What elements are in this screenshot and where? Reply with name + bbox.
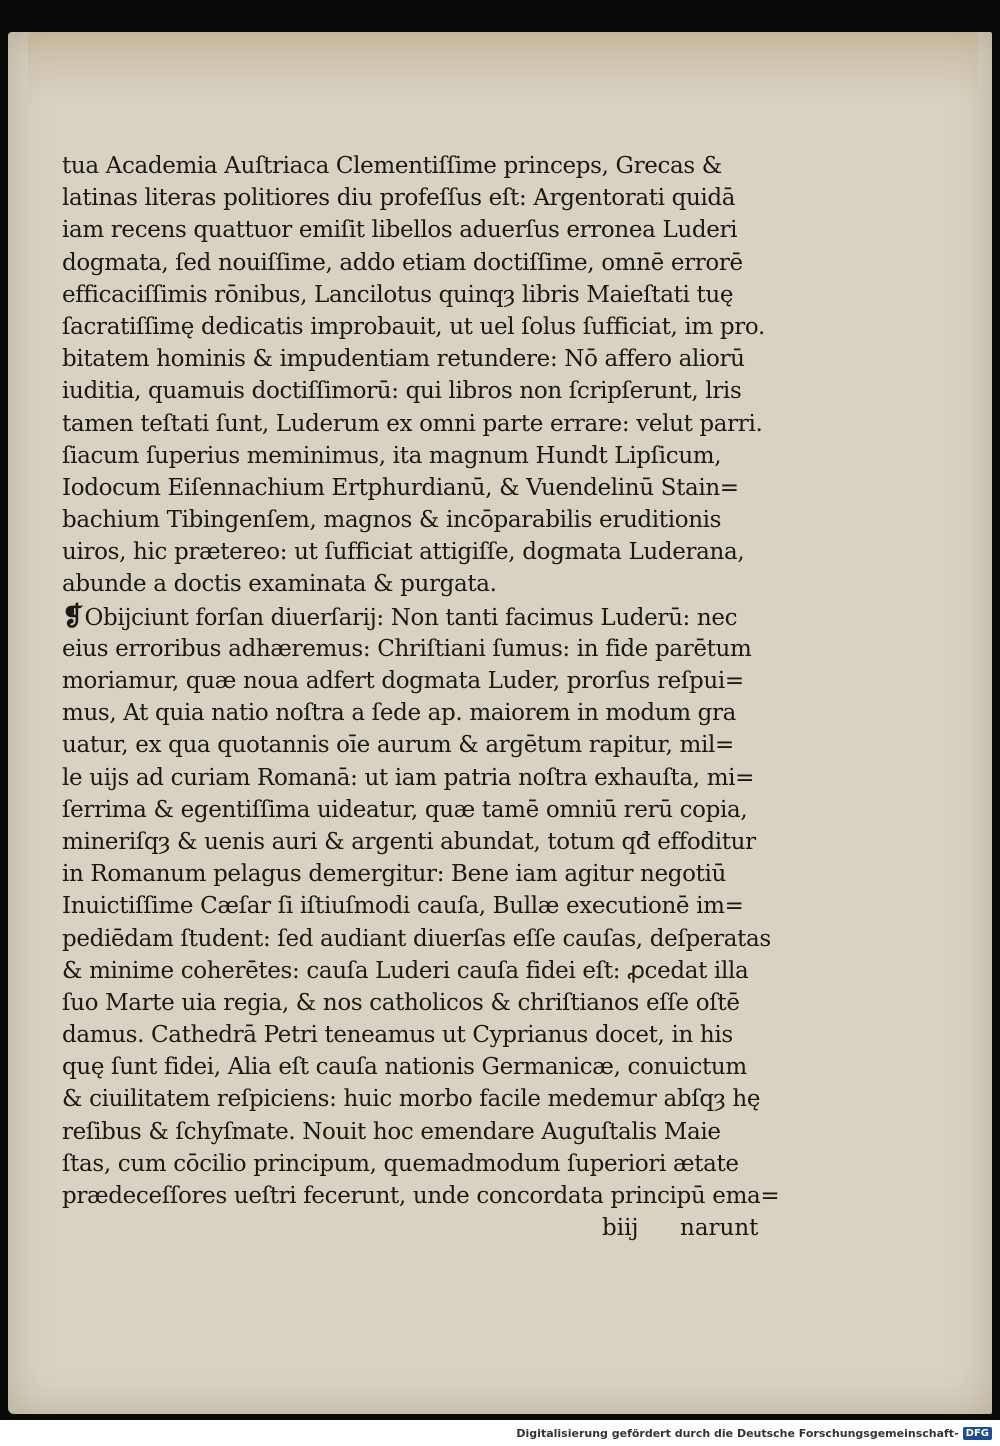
text-line: prædeceſſores ueſtri fecerunt, unde concordata principū ema= — [62, 1183, 780, 1209]
book-page — [8, 32, 992, 1414]
footer-bar — [0, 1420, 1000, 1446]
paragraph-mark-icon: ❡ — [62, 601, 84, 632]
text-line: in Romanum pelagus demergitur: Bene iam agitur negotiū — [62, 861, 727, 888]
paragraph-start-line — [62, 601, 804, 633]
text-line: quę ſunt fidei, Alia eſt cauſa nationis Germanicæ, conuictum — [62, 1054, 747, 1081]
text-line: mineriſqȝ & uenis auri & argenti abundat, totum qđ effoditur — [62, 828, 756, 855]
signature-row — [62, 1212, 804, 1244]
text-line: mus, At quia natio noſtra a ſede ap. maiorem in modum gra — [62, 700, 737, 727]
text-line: latinas literas politiores diu profeſſus eſt: Argentorati quidā — [62, 185, 736, 212]
text-line: abunde a doctis examinata & purgata. — [62, 571, 497, 598]
text-line: bitatem hominis & impudentiam retundere: Nō affero aliorū — [62, 346, 745, 373]
text-line: dogmata, ſed nouiſſime, addo etiam doctiſſime, omnē errorē — [62, 249, 743, 276]
text-line: uatur, ex qua quotannis oīe aurum & argētum rapitur, mil= — [62, 732, 734, 759]
text-line: ſacratiſſimę dedicatis improbauit, ut uel ſolus ſufficiat, im pro. — [62, 313, 765, 340]
text-line: ſiacum ſuperius meminimus, ita magnum Hundt Lipſicum, — [62, 442, 722, 469]
page-stain — [28, 32, 978, 102]
catchword: narunt — [680, 1215, 759, 1242]
text-line: Iodocum Eiſennachium Ertphurdianū, & Vuendelinū Stain= — [62, 474, 739, 501]
text-line: & ciuilitatem reſpiciens: huic morbo facile medemur abſqȝ hę — [62, 1086, 761, 1113]
text-line: iam recens quattuor emiſit libellos aduerſus erronea Luderi — [62, 217, 738, 244]
text-line: eius erroribus adhæremus: Chriſtiani ſumus: in fide parētum — [62, 635, 752, 662]
text-line: ſerrima & egentiſſima uideatur, quæ tamē omniū rerū copia, — [62, 796, 748, 823]
dfg-logo-icon: DFG — [963, 1427, 992, 1440]
text-line: pediēdam ſtudent: ſed audiant diuerſas eſſe cauſas, deſperatas — [62, 925, 771, 952]
text-line: le uijs ad curiam Romanā: ut iam patria noſtra exhauſta, mi= — [62, 764, 755, 791]
text-line: tua Academia Auſtriaca Clementiſſime princeps, Grecas & — [62, 153, 722, 179]
text-line: Obijciunt forſan diuerſarij: Non tanti facimus Luderū: nec — [84, 604, 738, 631]
text-line: ſtas, cum cōcilio principum, quemadmodum ſuperiori ætate — [62, 1150, 739, 1177]
text-line: damus. Cathedrā Petri teneamus ut Cyprianus docet, in his — [62, 1022, 733, 1049]
text-line: moriamur, quæ noua adfert dogmata Luder, prorſus reſpui= — [62, 668, 744, 694]
footer-credit: Digitalisierung gefördert durch die Deutsche Forschungsgemeinschaft — [516, 1426, 955, 1440]
text-line: Inuictiſſime Cæſar ſi iſtiuſmodi cauſa, Bullæ executionē im= — [62, 893, 744, 920]
signature-mark: biij — [602, 1215, 639, 1242]
text-line: tamen teſtati ſunt, Luderum ex omni parte errare: velut parri. — [62, 410, 763, 437]
text-line: efficaciſſimis rōnibus, Lancilotus quinqȝ libris Maieſtati tuę — [62, 281, 734, 308]
text-line: reſibus & ſchyſmate. Nouit hoc emendare Auguſtalis Maie — [62, 1118, 721, 1145]
footer-separator: - — [954, 1426, 959, 1440]
text-line: iuditia, quamuis doctiſſimorū: qui libros non ſcripſerunt, lris — [62, 378, 742, 405]
text-block — [62, 150, 804, 1244]
text-line: & minime coherētes: cauſa Luderi cauſa fidei eſt: ꝓcedat illa — [62, 957, 749, 984]
text-line: bachium Tibingenſem, magnos & incōparabilis eruditionis — [62, 507, 722, 534]
text-line: ſuo Marte uia regia, & nos catholicos & chriſtianos eſſe oſtē — [62, 989, 740, 1016]
text-line: uiros, hic prætereo: ut ſufficiat attigiſſe, dogmata Luderana, — [62, 539, 745, 566]
